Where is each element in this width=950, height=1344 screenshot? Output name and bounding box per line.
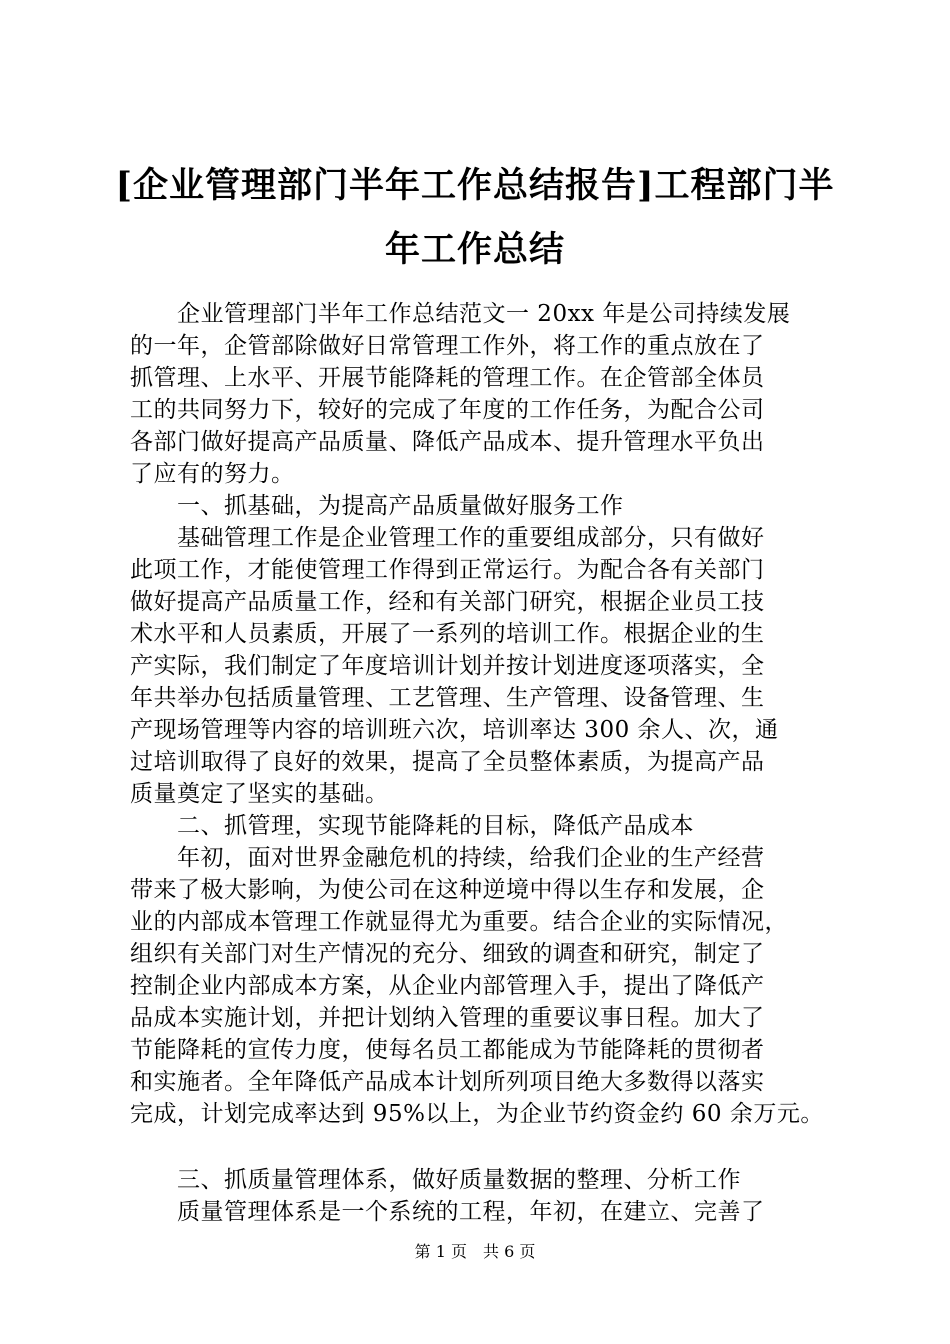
body-line: 业的内部成本管理工作就显得尤为重要。结合企业的实际情况， (130, 909, 788, 935)
body-line: 产现场管理等内容的培训班六次，培训率达 300 余人、次，通 (130, 717, 779, 743)
body-line: 各部门做好提高产品质量、降低产品成本、提升管理水平负出 (130, 429, 765, 455)
body-line: 此项工作，才能使管理工作得到正常运行。为配合各有关部门 (130, 557, 765, 583)
section-heading-3: 三、抓质量管理体系，做好质量数据的整理、分析工作 (130, 1167, 741, 1193)
body-line: 基础管理工作是企业管理工作的重要组成部分，只有做好 (130, 525, 765, 551)
document-title-line-2: 年工作总结 (384, 229, 565, 270)
body-line: 质量奠定了坚实的基础。 (130, 781, 389, 807)
body-line: 年初，面对世界金融危机的持续，给我们企业的生产经营 (130, 845, 765, 871)
body-line: 做好提高产品质量工作，经和有关部门研究，根据企业员工技 (130, 589, 765, 615)
body-line: 工的共同努力下，较好的完成了年度的工作任务，为配合公司 (130, 397, 765, 423)
page-footer: 第 1 页 共 6 页 (414, 1242, 536, 1261)
body-line: 节能降耗的宣传力度，使每名员工都能成为节能降耗的贯彻者 (130, 1037, 765, 1063)
body-line: 完成，计划完成率达到 95%以上，为企业节约资金约 60 余万元。 (130, 1101, 824, 1127)
body-line: 了应有的努力。 (130, 461, 295, 487)
body-line: 控制企业内部成本方案，从企业内部管理入手，提出了降低产 (130, 973, 765, 999)
body-line: 质量管理体系是一个系统的工程，年初，在建立、完善了 (130, 1199, 765, 1225)
body-line: 带来了极大影响，为使公司在这种逆境中得以生存和发展，企 (130, 877, 765, 903)
document-title-line-1: [企业管理部门半年工作总结报告]工程部门半 (115, 165, 835, 206)
section-heading-2: 二、抓管理，实现节能降耗的目标，降低产品成本 (130, 813, 694, 839)
body-line: 的一年，企管部除做好日常管理工作外，将工作的重点放在了 (130, 333, 765, 359)
body-line: 术水平和人员素质，开展了一系列的培训工作。根据企业的生 (130, 621, 765, 647)
body-line: 产实际，我们制定了年度培训计划并按计划进度逐项落实，全 (130, 653, 765, 679)
body-line: 品成本实施计划，并把计划纳入管理的重要议事日程。加大了 (130, 1005, 765, 1031)
body-line: 年共举办包括质量管理、工艺管理、生产管理、设备管理、生 (130, 685, 765, 711)
body-line: 组织有关部门对生产情况的充分、细致的调查和研究，制定了 (130, 941, 765, 967)
body-line: 过培训取得了良好的效果，提高了全员整体素质，为提高产品 (130, 749, 765, 775)
body-line: 和实施者。全年降低产品成本计划所列项目绝大多数得以落实 (130, 1069, 765, 1095)
body-line: 企业管理部门半年工作总结范文一 20xx 年是公司持续发展 (130, 301, 791, 327)
body-line: 抓管理、上水平、开展节能降耗的管理工作。在企管部全体员 (130, 365, 765, 391)
section-heading-1: 一、抓基础，为提高产品质量做好服务工作 (130, 493, 624, 519)
